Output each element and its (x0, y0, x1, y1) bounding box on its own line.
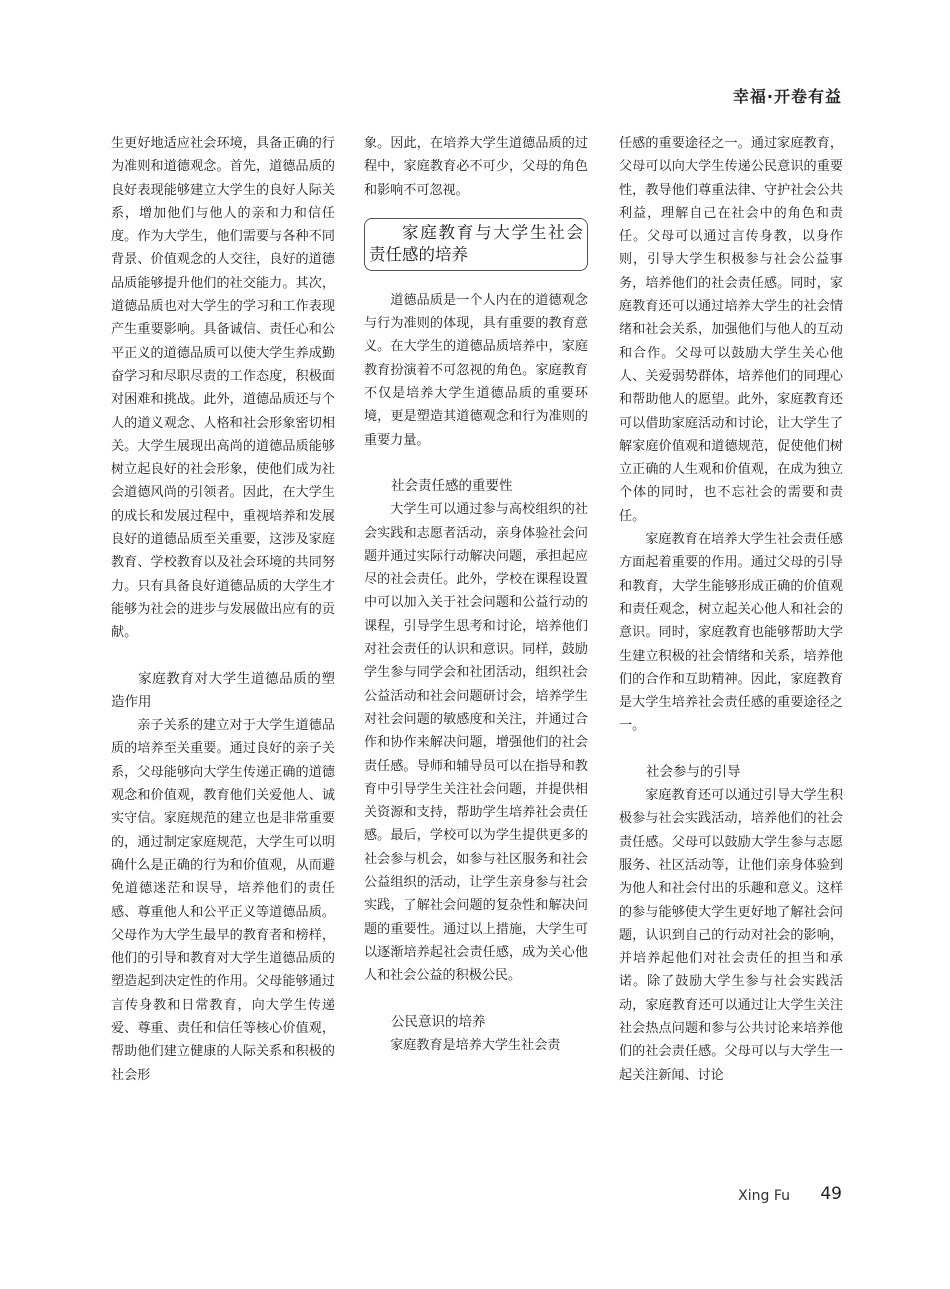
spacer (111, 645, 335, 668)
paragraph: 道德品质是一个人内在的道德观念与行为准则的体现，具有重要的教育意义。在大学生的道德品质培养中，家庭教育扮演着不可忽视的角色。家庭教育不仅是培养大学生道德品质的重要环境，更是塑造其道德观念和行为准则的重要力量。 (364, 292, 588, 448)
column-1 (111, 132, 335, 1087)
paragraph: 象。因此，在培养大学生道德品质的过程中，家庭教育必不可少，父母的角色和影响不可忽视。 (364, 136, 588, 198)
section-heading: 社会责任感的重要性 (391, 477, 513, 494)
paragraph: 家庭教育在培养大学生社会责任感方面起着重要的作用。通过父母的引导和教育，大学生能够形成正确的价值观和责任观念，树立起关心他人和社会的意识。同时，家庭教育也能够帮助大学生建立积极的社会情绪和关系，培养他们的合作和互助精神。因此，家庭教育是大学生培养社会责任感的重要途径之一。 (619, 532, 843, 734)
paragraph: 亲子关系的建立对于大学生道德品质的培养至关重要。通过良好的亲子关系，父母能够向大学生传递正确的道德观念和价值观，教育他们关爱他人、诚实守信。家庭规范的建立也是非常重要的，通过制定家庭规范，大学生可以明确什么是正确的行为和价值观，从而避免道德迷茫和误导，培养他们的责任感、尊重他人和公平正义等道德品质。父母作为大学生最早的教育者和榜样，他们的引导和教育对大学生道德品质的塑造起到决定性的作用。父母能够通过言传身教和日常教育，向大学生传递爱、尊重、责任和信任等核心价值观，帮助他们建立健康的人际关系和积极的社会形 (111, 718, 335, 1083)
paragraph: 任感的重要途径之一。通过家庭教育，父母可以向大学生传递公民意识的重要性，教导他们尊重法律、守护社会公共利益，理解自己在社会中的角色和责任。父母可以通过言传身教，以身作则，引导大学生积极参与社会公益事务，培养他们的社会责任感。同时，家庭教育还可以通过培养大学生的社会情绪和社会关系，加强他们与他人的互动和合作。父母可以鼓励大学生关心他人、关爱弱势群体，培养他们的同理心和帮助他人的愿望。此外，家庭教育还可以借助家庭活动和讨论，让大学生了解家庭价值观和道德规范，促使他们树立正确的人生观和价值观，在成为独立个体的同时，也不忘社会的需要和责任。 (619, 136, 843, 524)
paragraph: 家庭教育是培养大学生社会责 (390, 1037, 561, 1053)
paragraph: 生更好地适应社会环境，具备正确的行为准则和道德观念。首先，道德品质的良好表现能够建立大学生的良好人际关系，增加他们与他人的亲和力和信任度。作为大学生，他们需要与各种不同背景、价值观念的人交往，良好的道德品质能够提升他们的社交能力。其次，道德品质也对大学生的学习和工作表现产生重要影响。具备诚信、责任心和公平正义的道德品质可以使大学生养成勤奋学习和尽职尽责的工作态度，积极面对困难和挑战。此外，道德品质还与个人的道义观念、人格和社会形象密切相关。大学生展现出高尚的道德品质能够树立起良好的社会形象，使他们成为社会道德风尚的引领者。因此，在大学生的成长和发展过程中，重视培养和发展良好的道德品质至关重要，这涉及家庭教育、学校教育以及社会环境的共同努力。只有具备良好道德品质的大学生才能够为社会的进步与发展做出应有的贡献。 (111, 136, 335, 641)
column-3 (619, 132, 843, 1087)
section-heading: 公民意识的培养 (391, 1013, 486, 1030)
paragraph: 家庭教育还可以通过引导大学生积极参与社会实践活动，培养他们的社会责任感。父母可以鼓励大学生参与志愿服务、社区活动等，让他们亲身体验到为他人和社会付出的乐趣和意义。这样的参与能够使大学生更好地了解社会问题，认识到自己的行动对社会的影响，并培养起他们对社会责任的担当和承诺。除了鼓励大学生参与社会实践活动，家庭教育还可以通过让大学生关注社会热点问题和参与公共讨论来培养他们的社会责任感。父母可以与大学生一起关注新闻、讨论 (619, 788, 843, 1083)
spacer (364, 452, 588, 475)
section-heading: 社会参与的引导 (646, 763, 741, 780)
boxed-section-title: 家庭教育与大学生社会责任感的培养 (364, 218, 588, 271)
page-number: 49 (820, 1184, 842, 1204)
paragraph: 大学生可以通过参与高校组织的社会实践和志愿者活动，亲身体验社会问题并通过实际行动解决问题，承担起应尽的社会责任。此外，学校在课程设置中可以加入关于社会问题和公益行动的课程，引导学生思考和讨论，培养他们对社会责任的认识和意识。同样，鼓励学生参与同学会和社团活动，组织社会公益活动和社会问题研讨会，培养学生对社会问题的敏感度和关注，并通过合作和协作来解决问题，增强他们的社会责任感。导师和辅导员可以在指导和教育中引导学生关注社会问题，并提供相关资源和支持，帮助学生培养社会责任感。最后，学校可以为学生提供更多的社会参与机会，如参与社区服务和社会公益组织的活动，让学生亲身参与社会实践，了解社会问题的复杂性和解决问题的重要性。通过以上措施，大学生可以逐渐培养起社会责任感，成为关心他人和社会公益的积极公民。 (364, 502, 588, 984)
column-2 (364, 132, 588, 1057)
running-header: 幸福·开卷有益 (732, 87, 842, 106)
spacer (364, 988, 588, 1011)
section-heading: 家庭教育对大学生道德品质的塑造作用 (111, 670, 335, 710)
spacer (619, 738, 843, 761)
footer-brand: Xing Fu (738, 1188, 790, 1204)
